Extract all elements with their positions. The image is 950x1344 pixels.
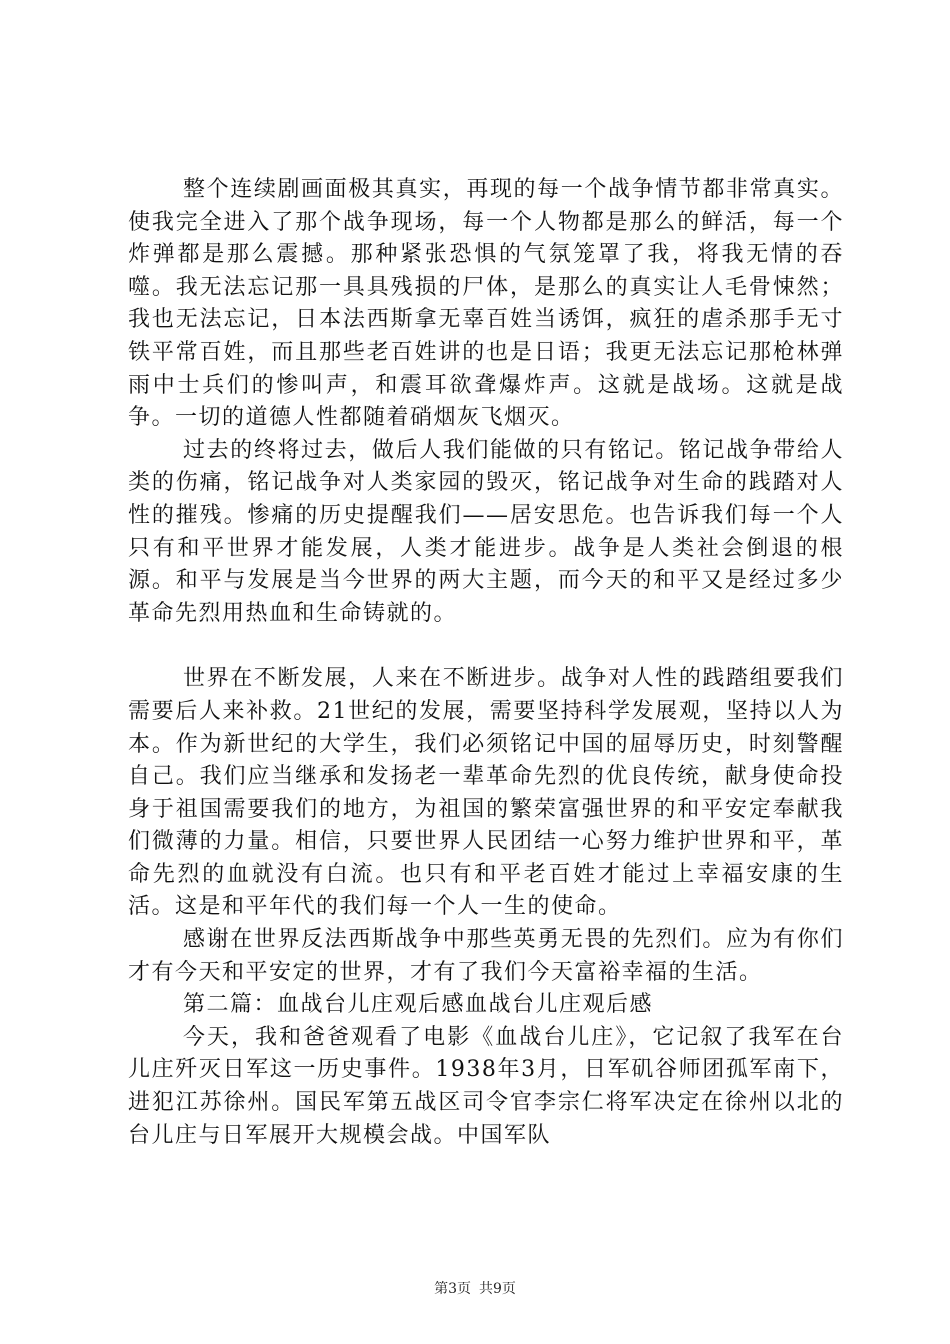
- paragraph-2: 过去的终将过去，做后人我们能做的只有铭记。铭记战争带给人类的伤痛，铭记战争对人类家园的毁灭，铭记战争对生命的践踏对人性的摧残。惨痛的历史提醒我们——居安思危。也告诉我们每一个人只有和平世界才能发展，人类才能进步。战争是人类社会倒退的根源。和平与发展是当今世界的两大主题，而今天的和平又是经过多少革命先烈用热血和生命铸就的。: [128, 437, 844, 626]
- paragraph-spacer: [128, 630, 844, 663]
- page-number: 第3页: [434, 1281, 471, 1297]
- paragraph-5: 今天，我和爸爸观看了电影《血战台儿庄》，它记叙了我军在台儿庄歼灭日军这一历史事件。1938年3月，日军矶谷师团孤军南下，进犯江苏徐州。国民军第五战区司令官李宗仁将军决定在徐州以北的台儿庄与日军展开大规模会战。中国军队: [128, 1024, 844, 1148]
- paragraph-3: 世界在不断发展，人来在不断进步。战争对人性的践踏组要我们需要后人来补救。21世纪的发展，需要坚持科学发展观，坚持以人为本。作为新世纪的大学生，我们必须铭记中国的屈辱历史，时刻警醒自己。我们应当继承和发扬老一辈革命先烈的优良传统，献身使命投身于祖国需要我们的地方，为祖国的繁荣富强世界的和平安定奉献我们微薄的力量。相信，只要世界人民团结一心努力维护世界和平，革命先烈的血就没有白流。也只有和平老百姓才能过上幸福安康的生活。这是和平年代的我们每一个人一生的使命。: [128, 666, 844, 920]
- paragraph-1: 整个连续剧画面极其真实，再现的每一个战争情节都非常真实。使我完全进入了那个战争现场，每一个人物都是那么的鲜活，每一个炸弹都是那么震撼。那种紧张恐惧的气氛笼罩了我，将我无情的吞噬。我无法忘记那一具具残损的尸体，是那么的真实让人毛骨悚然；我也无法忘记，日本法西斯拿无辜百姓当诱饵，疯狂的虐杀那手无寸铁平常百姓，而且那些老百姓讲的也是日语；我更无法忘记那枪林弹雨中士兵们的惨叫声，和震耳欲聋爆炸声。这就是战场。这就是战争。一切的道德人性都随着硝烟灰飞烟灭。: [128, 177, 844, 431]
- body-text: [128, 174, 844, 1152]
- section-heading: 第二篇：血战台儿庄观后感血战台儿庄观后感: [183, 992, 654, 1018]
- page-total: 共9页: [479, 1281, 516, 1297]
- paragraph-4: 感谢在世界反法西斯战争中那些英勇无畏的先烈们。应为有你们才有今天和平安定的世界，才有了我们今天富裕幸福的生活。: [128, 927, 844, 985]
- page-footer: [0, 1279, 950, 1299]
